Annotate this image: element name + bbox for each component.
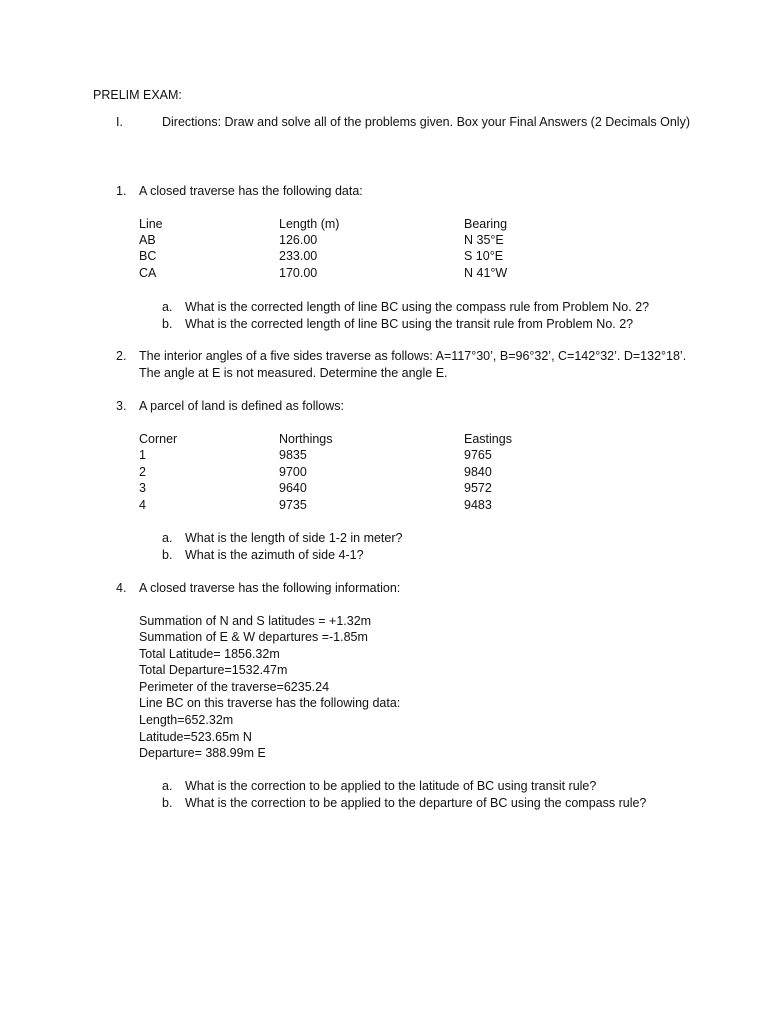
problem-4-number: 4. xyxy=(116,581,127,595)
sub-question: What is the corrected length of line BC using the compass rule from Problem No. 2? xyxy=(185,300,650,314)
header-corner: Corner xyxy=(139,432,178,446)
section-number: I. xyxy=(116,115,123,129)
header-line: Line xyxy=(139,217,163,231)
cell-corner: 3 xyxy=(139,481,146,495)
problem-2-number: 2. xyxy=(116,349,127,363)
cell-length: 233.00 xyxy=(279,249,318,263)
cell-easting: 9483 xyxy=(464,498,492,512)
sub-letter: a. xyxy=(162,300,173,314)
cell-length: 126.00 xyxy=(279,233,318,247)
cell-line: AB xyxy=(139,233,156,247)
problem-1-number: 1. xyxy=(116,184,127,198)
info-line: Latitude=523.65m N xyxy=(139,730,252,744)
cell-northing: 9640 xyxy=(279,481,307,495)
info-line: Total Departure=1532.47m xyxy=(139,663,288,677)
sub-letter: b. xyxy=(162,317,173,331)
sub-question: What is the corrected length of line BC using the transit rule from Problem No. 2? xyxy=(185,317,634,331)
header-eastings: Eastings xyxy=(464,432,512,446)
problem-1-intro: A closed traverse has the following data: xyxy=(139,184,363,198)
info-line: Departure= 388.99m E xyxy=(139,746,266,760)
info-line: Line BC on this traverse has the following data: xyxy=(139,696,401,710)
problem-3-number: 3. xyxy=(116,399,127,413)
cell-bearing: N 41°W xyxy=(464,266,508,280)
sub-letter: a. xyxy=(162,779,173,793)
cell-easting: 9572 xyxy=(464,481,492,495)
cell-bearing: N 35°E xyxy=(464,233,504,247)
info-line: Perimeter of the traverse=6235.24 xyxy=(139,680,330,694)
cell-easting: 9765 xyxy=(464,448,492,462)
directions-text: Directions: Draw and solve all of the problems given. Box your Final Answers (2 Decimals Only) xyxy=(162,115,690,129)
info-line: Length=652.32m xyxy=(139,713,234,727)
cell-bearing: S 10°E xyxy=(464,249,504,263)
sub-question: What is the azimuth of side 4-1? xyxy=(185,548,364,562)
info-line: Total Latitude= 1856.32m xyxy=(139,647,280,661)
header-bearing: Bearing xyxy=(464,217,508,231)
cell-northing: 9700 xyxy=(279,465,307,479)
sub-letter: a. xyxy=(162,531,173,545)
header-length: Length (m) xyxy=(279,217,340,231)
cell-line: CA xyxy=(139,266,157,280)
problem-2-line-2: The angle at E is not measured. Determine the angle E. xyxy=(139,366,448,380)
problem-4-intro: A closed traverse has the following information: xyxy=(139,581,401,595)
sub-question: What is the correction to be applied to the departure of BC using the compass rule? xyxy=(185,796,647,810)
cell-corner: 4 xyxy=(139,498,146,512)
info-line: Summation of N and S latitudes = +1.32m xyxy=(139,614,372,628)
cell-line: BC xyxy=(139,249,157,263)
problem-2-line-1: The interior angles of a five sides traverse as follows: A=117°30’, B=96°32’, C=142°32’. D=132°18’. xyxy=(139,349,687,363)
exam-title: PRELIM EXAM: xyxy=(93,88,182,102)
sub-letter: b. xyxy=(162,796,173,810)
cell-corner: 1 xyxy=(139,448,146,462)
header-northings: Northings xyxy=(279,432,333,446)
info-line: Summation of E & W departures =-1.85m xyxy=(139,630,368,644)
cell-corner: 2 xyxy=(139,465,146,479)
sub-question: What is the correction to be applied to the latitude of BC using transit rule? xyxy=(185,779,597,793)
sub-question: What is the length of side 1-2 in meter? xyxy=(185,531,403,545)
cell-length: 170.00 xyxy=(279,266,318,280)
problem-3-intro: A parcel of land is defined as follows: xyxy=(139,399,344,413)
sub-letter: b. xyxy=(162,548,173,562)
cell-easting: 9840 xyxy=(464,465,492,479)
cell-northing: 9835 xyxy=(279,448,307,462)
cell-northing: 9735 xyxy=(279,498,307,512)
